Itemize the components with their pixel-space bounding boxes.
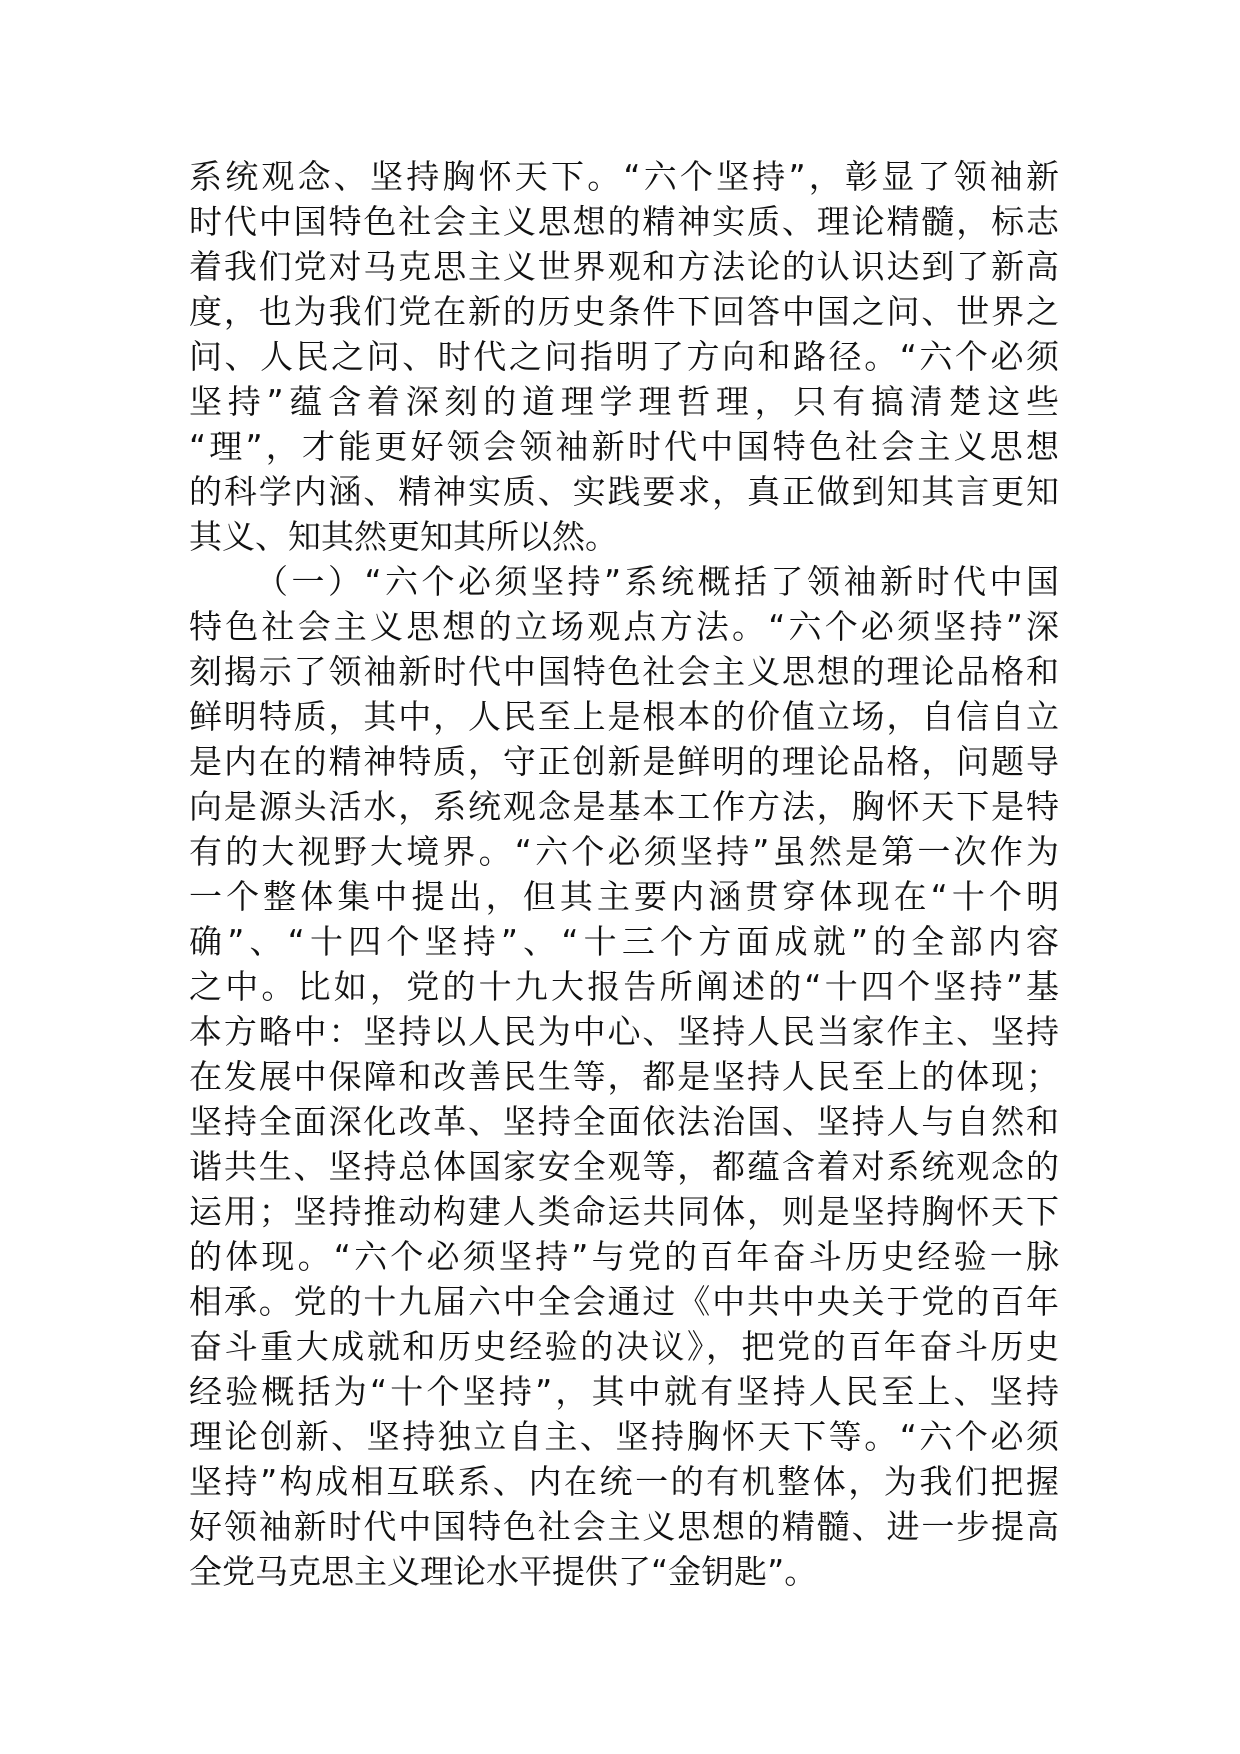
- text-line: 本方略中：坚持以人民为中心、坚持人民当家作主、坚持: [189, 1012, 1059, 1051]
- text-line: 着我们党对马克思主义世界观和方法论的认识达到了新高: [189, 247, 1059, 286]
- text-line: 是内在的精神特质，守正创新是鲜明的理论品格，问题导: [189, 742, 1059, 781]
- text-line: 相承。党的十九届六中全会通过《中共中央关于党的百年: [189, 1282, 1059, 1321]
- text-line: 刻揭示了领袖新时代中国特色社会主义思想的理论品格和: [189, 652, 1059, 691]
- text-line: 时代中国特色社会主义思想的精神实质、理论精髓，标志: [189, 202, 1059, 241]
- text-line: 坚持”构成相互联系、内在统一的有机整体，为我们把握: [189, 1462, 1059, 1501]
- text-line: 在发展中保障和改善民生等，都是坚持人民至上的体现；: [189, 1057, 1059, 1096]
- text-line: 之中。比如，党的十九大报告所阐述的“十四个坚持”基: [189, 967, 1059, 1006]
- text-line: （一）“六个必须坚持”系统概括了领袖新时代中国: [255, 562, 1059, 601]
- text-line: 的科学内涵、精神实质、实践要求，真正做到知其言更知: [189, 472, 1059, 511]
- text-line: “理”，才能更好领会领袖新时代中国特色社会主义思想: [189, 427, 1059, 466]
- text-line: 坚持”蕴含着深刻的道理学理哲理，只有搞清楚这些: [189, 382, 1059, 421]
- paragraph-1: [189, 154, 1059, 559]
- text-line: 好领袖新时代中国特色社会主义思想的精髓、进一步提高: [189, 1507, 1059, 1546]
- text-line: 谐共生、坚持总体国家安全观等，都蕴含着对系统观念的: [189, 1147, 1059, 1186]
- text-line: 运用；坚持推动构建人类命运共同体，则是坚持胸怀天下: [189, 1192, 1059, 1231]
- paragraph-2: [189, 559, 1059, 1594]
- text-line: 问、人民之问、时代之问指明了方向和路径。“六个必须: [189, 337, 1059, 376]
- text-line: 经验概括为“十个坚持”，其中就有坚持人民至上、坚持: [189, 1372, 1059, 1411]
- text-line: 全党马克思主义理论水平提供了“金钥匙”。: [189, 1552, 818, 1591]
- text-line: 有的大视野大境界。“六个必须坚持”虽然是第一次作为: [189, 832, 1059, 871]
- text-line: 系统观念、坚持胸怀天下。“六个坚持”，彰显了领袖新: [189, 157, 1059, 196]
- text-line: 度，也为我们党在新的历史条件下回答中国之问、世界之: [189, 292, 1059, 331]
- text-line: 坚持全面深化改革、坚持全面依法治国、坚持人与自然和: [189, 1102, 1059, 1141]
- text-line: 一个整体集中提出，但其主要内涵贯穿体现在“十个明: [189, 877, 1059, 916]
- text-line: 特色社会主义思想的立场观点方法。“六个必须坚持”深: [189, 607, 1059, 646]
- document-body: [189, 154, 1059, 1594]
- text-line: 向是源头活水，系统观念是基本工作方法，胸怀天下是特: [189, 787, 1059, 826]
- text-line: 其义、知其然更知其所以然。: [189, 517, 618, 556]
- text-line: 理论创新、坚持独立自主、坚持胸怀天下等。“六个必须: [189, 1417, 1059, 1456]
- text-line: 确”、“十四个坚持”、“十三个方面成就”的全部内容: [189, 922, 1059, 961]
- text-line: 的体现。“六个必须坚持”与党的百年奋斗历史经验一脉: [189, 1237, 1059, 1276]
- text-line: 奋斗重大成就和历史经验的决议》，把党的百年奋斗历史: [189, 1327, 1059, 1366]
- text-line: 鲜明特质，其中，人民至上是根本的价值立场，自信自立: [189, 697, 1059, 736]
